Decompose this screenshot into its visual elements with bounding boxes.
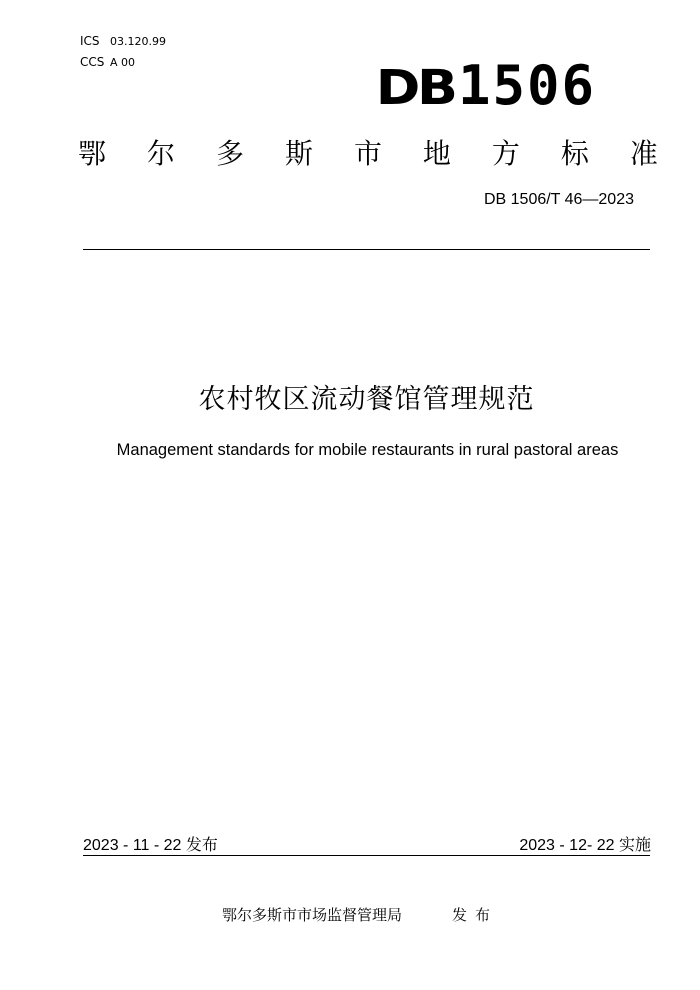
ccs-label: CCS	[80, 55, 105, 69]
issuer-action: 发布	[452, 906, 499, 924]
standard-number: DB 1506/T 46—2023	[483, 191, 634, 208]
region-code: 1506	[457, 54, 596, 117]
ccs-classification	[80, 55, 135, 70]
ccs-value: A 00	[110, 56, 136, 69]
standard-kind-char: 多	[215, 137, 244, 170]
ics-label: ICS	[80, 34, 100, 48]
standard-kind-char: 尔	[146, 137, 175, 170]
top-divider	[83, 249, 650, 250]
standard-kind-heading	[78, 134, 658, 174]
standard-prefix: DB	[375, 60, 455, 116]
document-title-english: Management standards for mobile restaurants in rural pastoral areas	[116, 441, 619, 459]
standard-code-mark	[375, 50, 596, 124]
standard-kind-char: 准	[629, 137, 658, 170]
standard-kind-char: 斯	[284, 137, 313, 170]
ics-classification	[80, 34, 166, 49]
standard-kind-char: 方	[491, 137, 520, 170]
standard-kind-char: 标	[560, 137, 589, 170]
document-title-chinese: 农村牧区流动餐馆管理规范	[198, 384, 535, 415]
issuing-authority: 鄂尔多斯市市场监督管理局	[222, 906, 403, 924]
standard-kind-char: 市	[353, 137, 382, 170]
standard-kind-char: 鄂	[78, 137, 107, 170]
standard-kind-char: 地	[422, 137, 451, 170]
implementation-date: 2023 - 12- 22 实施	[519, 837, 651, 854]
bottom-divider	[83, 855, 650, 856]
issue-date: 2023 - 11 - 22 发布	[83, 837, 218, 854]
ics-value: 03.120.99	[110, 35, 166, 48]
